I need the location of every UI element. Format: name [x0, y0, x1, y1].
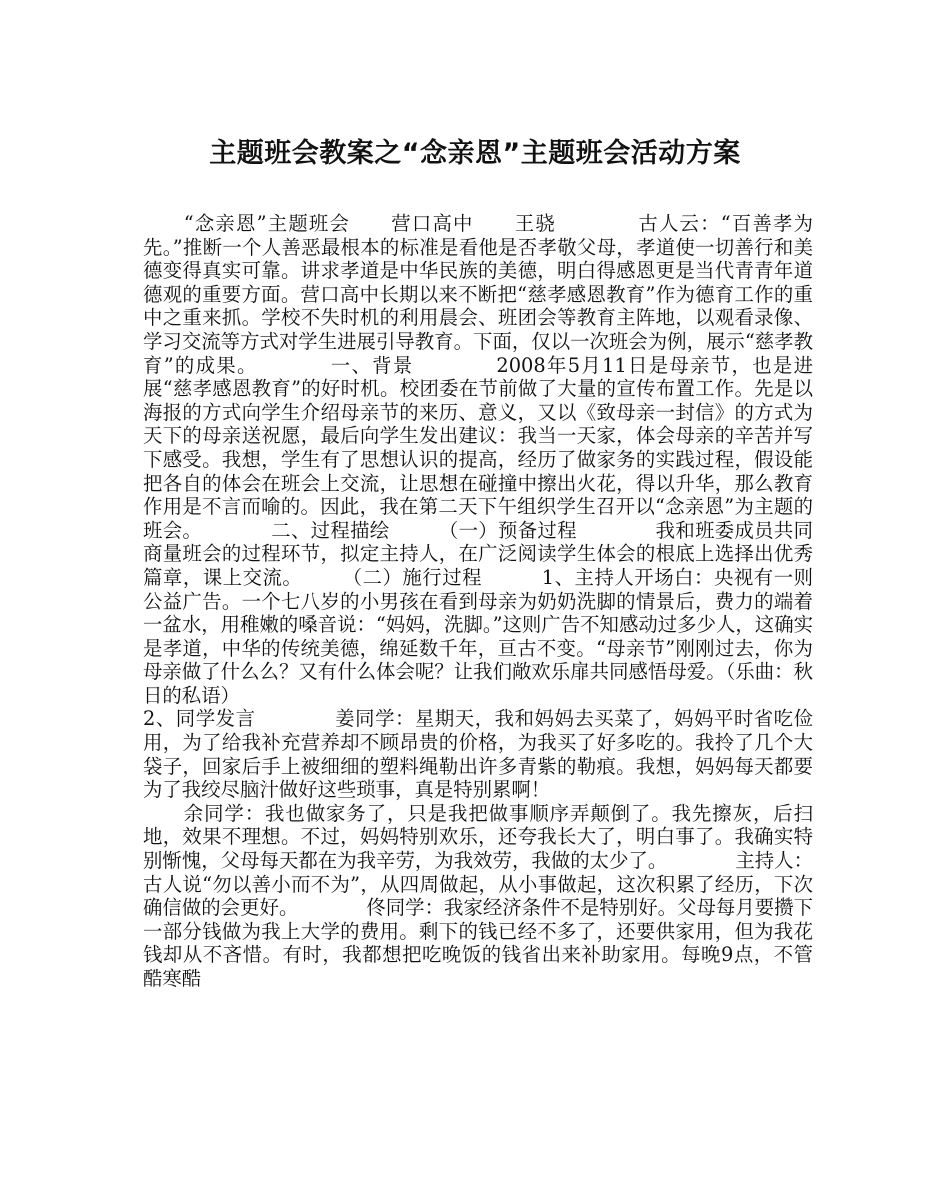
- page-title: 主题班会教案之“念亲恩”主题班会活动方案: [209, 138, 741, 169]
- paragraph-2: 2、同学发言 姜同学：星期天，我和妈妈去买菜了，妈妈平时省吃俭用，为了给我补充营养却不顾昂贵的价格，为我买了好多吃的。我拎了几个大袋子，回家后手上被细细的塑料绳勒出许多青紫的勒痕。我想，妈妈每天都要为了我绞尽脑汁做好这些琐事，真是特别累啊！: [143, 707, 813, 802]
- paragraph-1: “念亲恩”主题班会 营口高中 王骁 古人云：“百善孝为先。”推断一个人善恶最根本的标准是看他是否孝敬父母，孝道使一切善行和美德变得真实可靠。讲求孝道是中华民族的美德，明白得感恩更是当代青青年道德观的重要方面。营口高中长期以来不断把“慈孝感恩教育”作为德育工作的重中之重来抓。学校不失时机的利用晨会、班团会等教育主阵地，以观看录像、学习交流等方式对学生进展引导教育。下面，仅以一次班会为例，展示“慈孝教育”的成果。 一、背景 2008年5月11日是母亲节，也是进展“慈孝感恩教育”的好时机。校团委在节前做了大量的宣传布置工作。先是以海报的方式向学生介绍母亲节的来历、意义，又以《致母亲一封信》的方式为天下的母亲送祝愿，最后向学生发出建议：我当一天家，体会母亲的辛苦并写下感受。我想，学生有了思想认识的提高，经历了做家务的实践过程，假设能把各自的体会在班会上交流，让思想在碰撞中擦出火花，得以升华，那么教育作用是不言而喻的。因此，我在第二天下午组织学生召开以“念亲恩”为主题的班会。 二、过程描绘 （一）预备过程 我和班委成员共同商量班会的过程环节，拟定主持人，在广泛阅读学生体会的根底上选择出优秀篇章，课上交流。 （二）施行过程 1、主持人开场白：央视有一则公益广告。一个七八岁的小男孩在看到母亲为奶奶洗脚的情景后，费力的端着一盆水，用稚嫩的嗓音说：“妈妈，洗脚。”这则广告不知感动过多少人，这确实是孝道，中华的传统美德，绵延数千年，亘古不变。“母亲节”刚刚过去，你为母亲做了什么么？又有什么体会呢？让我们敞欢乐扉共同感悟母爱。（乐曲：秋日的私语）: [143, 212, 813, 707]
- body-text: [143, 212, 813, 991]
- paragraph-3: 余同学：我也做家务了，只是我把做事顺序弄颠倒了。我先擦灰，后扫地，效果不理想。不过，妈妈特别欢乐，还夸我长大了，明白事了。我确实特别惭愧，父母每天都在为我辛劳，为我效劳，我做的太少了。 主持人：古人说“勿以善小而不为”，从四周做起，从小事做起，这次积累了经历，下次确信做的会更好。 佟同学：我家经济条件不是特别好。父母每月要攒下一部分钱做为我上大学的费用。剩下的钱已经不多了，还要供家用，但为我花钱却从不吝惜。有时，我都想把吃晚饭的钱省出来补助家用。每晚9点，不管酷寒酷: [143, 801, 813, 990]
